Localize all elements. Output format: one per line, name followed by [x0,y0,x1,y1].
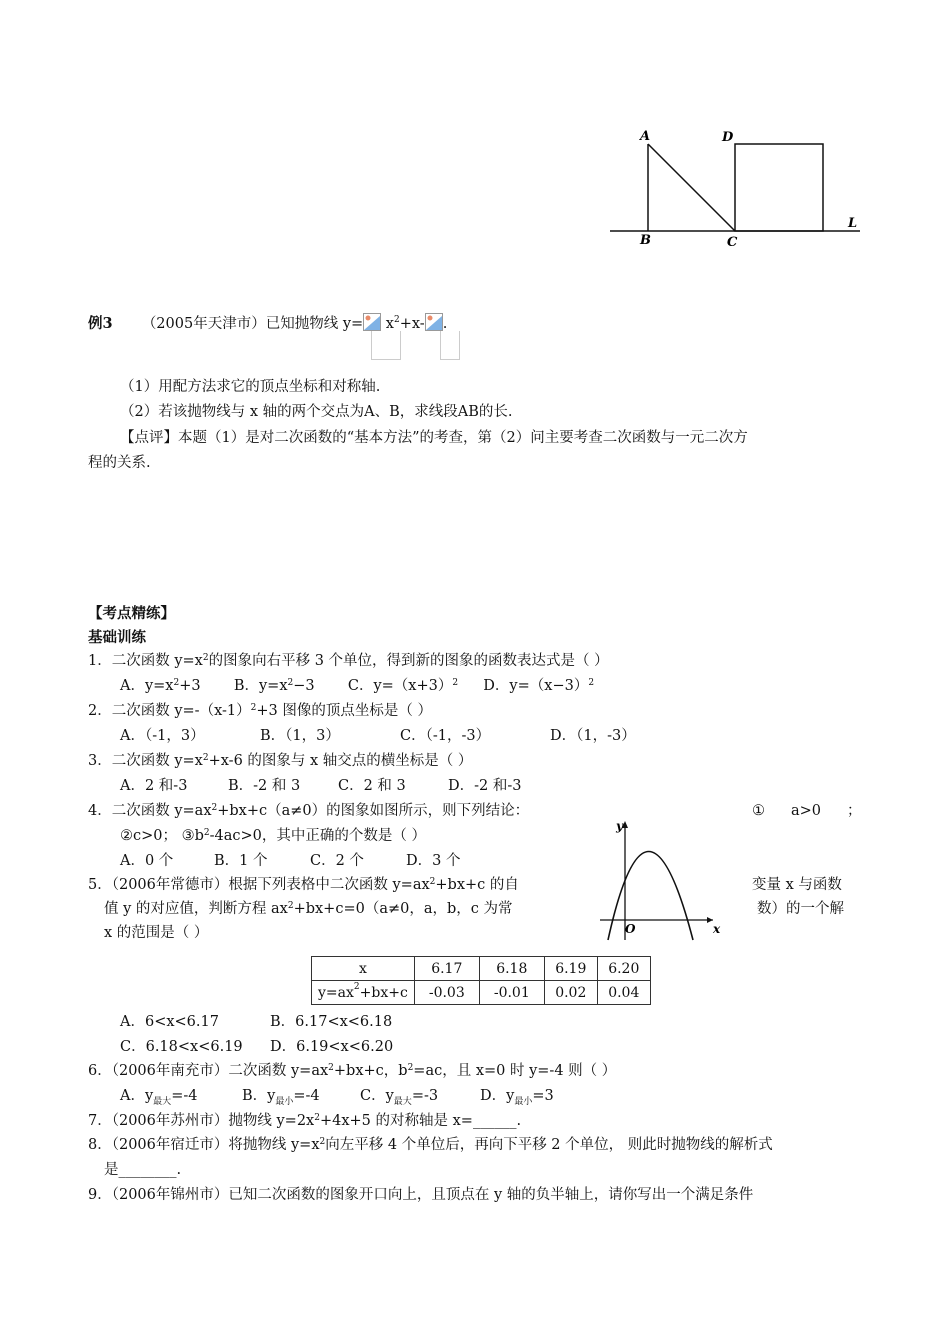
parabola-graph [595,815,730,945]
question-9: 9．（2006年锦州市）已知二次函数的图象开口向上，且顶点在 y 轴的负半轴上，请你写出一个满足条件 [88,1187,754,1203]
label-b: B [640,233,651,248]
option-c: C．6.18<x<6.19 [120,1039,243,1055]
option-d: D．3 个 [406,853,461,869]
option-a: A．0 个 [120,853,174,869]
question-5-line3: x 的范围是（ ） [104,925,209,941]
option-a: A．2 和-3 [120,778,188,794]
origin-label: O [625,922,636,936]
question-5-line1-right: 变量 x 与函数 [752,877,842,893]
option-c: C．$y=(x+3)^2$ [347,678,459,694]
option-d: D．6.19<x<6.20 [270,1039,394,1055]
question-3-options [120,776,521,796]
question-2-options [120,726,636,746]
example3-q1: （1）用配方法求它的顶点坐标和对称轴. [120,379,381,395]
label-l: L [848,216,858,231]
option-b: B．6.17<x<6.18 [270,1014,393,1030]
question-5-line1: 5．（2006年常德市）根据下列表格中二次函数 $y=ax^2+bx+c$ 的自 [88,877,519,893]
geometry-figure [600,120,870,255]
question-4-options [120,851,460,871]
label-c: C [727,235,738,250]
question-6-options [120,1086,554,1112]
question-1: 1．二次函数 $y=x^2$的图象向右平移 3 个单位，得到新的图象的函数表达式是（ ） [88,653,609,669]
question-1-options [120,676,594,696]
table-row: $y=ax^2+bx+c$ -0.03 -0.01 0.02 0.04 [312,981,651,1005]
label-a: A [640,129,651,144]
question-8: 8．（2006年宿迁市）将抛物线 $y=x^2$向左平移 4 个单位后，再向下平移 2 个单位， 则此时抛物线的解析式 [88,1137,773,1153]
question-3: 3．二次函数 $y=x^2+x-6$ 的图象与 x 轴交点的横坐标是（ ） [88,753,473,769]
option-a: A．（-1，3） [120,728,205,744]
square-dc [735,144,823,231]
option-b: B．$y_{最小}=-4$ [242,1088,320,1107]
option-d: D．-2 和-3 [448,778,522,794]
option-c: C．$y_{最大}=-3$ [360,1088,439,1107]
option-c: C．（-1，-3） [400,728,491,744]
question-5-options-1 [120,1012,392,1032]
question-4: 4．二次函数 $y=ax^2+bx+c(a\ne 0)$的图象如图所示，则下列结论： [88,803,530,819]
option-d: D．$y=(x-3)^2$ [483,678,595,694]
question-7: 7．（2006年苏州市）抛物线 $y=2x^2+4x+5$ 的对称轴是 x=______. [88,1113,522,1129]
label-d: D [722,130,734,145]
question-2: 2．二次函数 $y=-(x-1)^2+3$ 图像的顶点坐标是（ ） [88,703,432,719]
option-d: D．（1，-3） [550,728,636,744]
question-5-options-2 [120,1037,393,1057]
question-4-right: ① a>0 ； [752,803,862,819]
table-row: x 6.17 6.18 6.19 6.20 [312,957,651,981]
option-a: A．$y_{最大}=-4$ [120,1088,198,1107]
example-mid: x [385,316,394,332]
y-label: y [616,819,623,833]
option-b: B．$y=x^2-3$ [233,678,315,694]
x-label: x [713,922,721,936]
example-label: 例3 [88,315,113,332]
example3-q2: （2）若该抛物线与 x 轴的两个交点为A、B，求线段AB的长. [120,404,513,420]
example3-comment-1: 【点评】本题（1）是对二次函数的“基本方法”的考查，第（2）问主要考查二次函数与一元二次方 [120,430,748,446]
question-8-line2: 是________. [104,1162,182,1178]
question-4-line2: ②c>0； $③b^2-4ac>0$，其中正确的个数是（ ） [120,828,426,844]
example-source: （2005年天津市）已知抛物线 y= [141,316,364,332]
option-a: A．6<x<6.17 [120,1014,219,1030]
image-placeholder-frame [371,331,401,360]
option-d: D．$y_{最小}=3$ [480,1088,554,1107]
segment-ac [648,144,735,231]
question-6: 6．（2006年南充市）二次函数 $y=ax^2+bx+c$，$b^2=ac$，且 x=0 时 y=-4 则（ ） [88,1063,617,1079]
option-b: B．（1，3） [260,728,340,744]
section-subtitle: 基础训练 [88,629,146,646]
question-5-line2: 值 y 的对应值，判断方程 $ax^2+bx+c=0(a\ne 0$，a，b，c 为常 [104,901,513,917]
example3-line: 例3 （2005年天津市）已知抛物线 $y= x^2+x-$ . [88,315,448,332]
image-placeholder-frame [440,331,460,360]
option-c: C．2 个 [310,853,364,869]
fraction-image-icon [425,313,443,331]
section-title: 【考点精练】 [88,605,175,622]
option-b: B．1 个 [214,853,268,869]
value-table [311,956,651,1005]
example3-comment-2: 程的关系. [88,455,151,471]
example-mid2: +x- [399,316,425,332]
parabola-curve [608,852,693,941]
option-c: C．2 和 3 [338,778,406,794]
option-a: A．$y=x^2+3$ [120,678,201,694]
option-b: B．-2 和 3 [228,778,301,794]
question-5-line2-right: 数）的一个解 [757,901,844,917]
fraction-image-icon [363,313,381,331]
